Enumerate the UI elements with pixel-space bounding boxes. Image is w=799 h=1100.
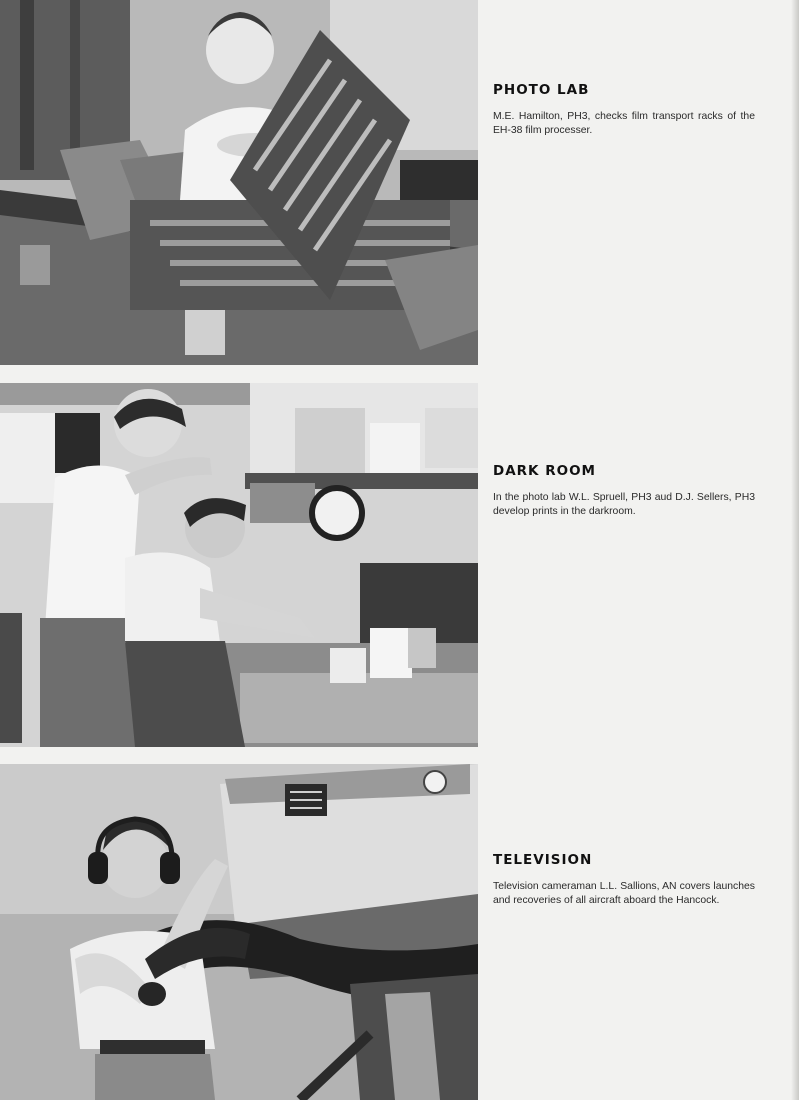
- dark-room-heading: DARK ROOM: [493, 463, 596, 479]
- television-heading: TELEVISION: [493, 852, 593, 868]
- photo-lab-section: [493, 82, 755, 138]
- dark-room-photo: [0, 383, 478, 747]
- television-section: [493, 852, 755, 908]
- photo-lab-caption: M.E. Hamilton, PH3, checks film transport racks of the EH-38 film processer.: [493, 111, 755, 136]
- television-caption: Television cameraman L.L. Sallions, AN covers launches and recoveries of all aircraft aboard the Hancock.: [493, 881, 755, 906]
- page-edge-shadow: [791, 0, 799, 1100]
- photo-lab-photo: [0, 0, 478, 365]
- dark-room-section: [493, 463, 755, 519]
- photo-lab-heading: PHOTO LAB: [493, 82, 590, 98]
- television-photo: [0, 764, 478, 1100]
- dark-room-caption: In the photo lab W.L. Spruell, PH3 aud D.J. Sellers, PH3 develop prints in the darkroom.: [493, 492, 755, 517]
